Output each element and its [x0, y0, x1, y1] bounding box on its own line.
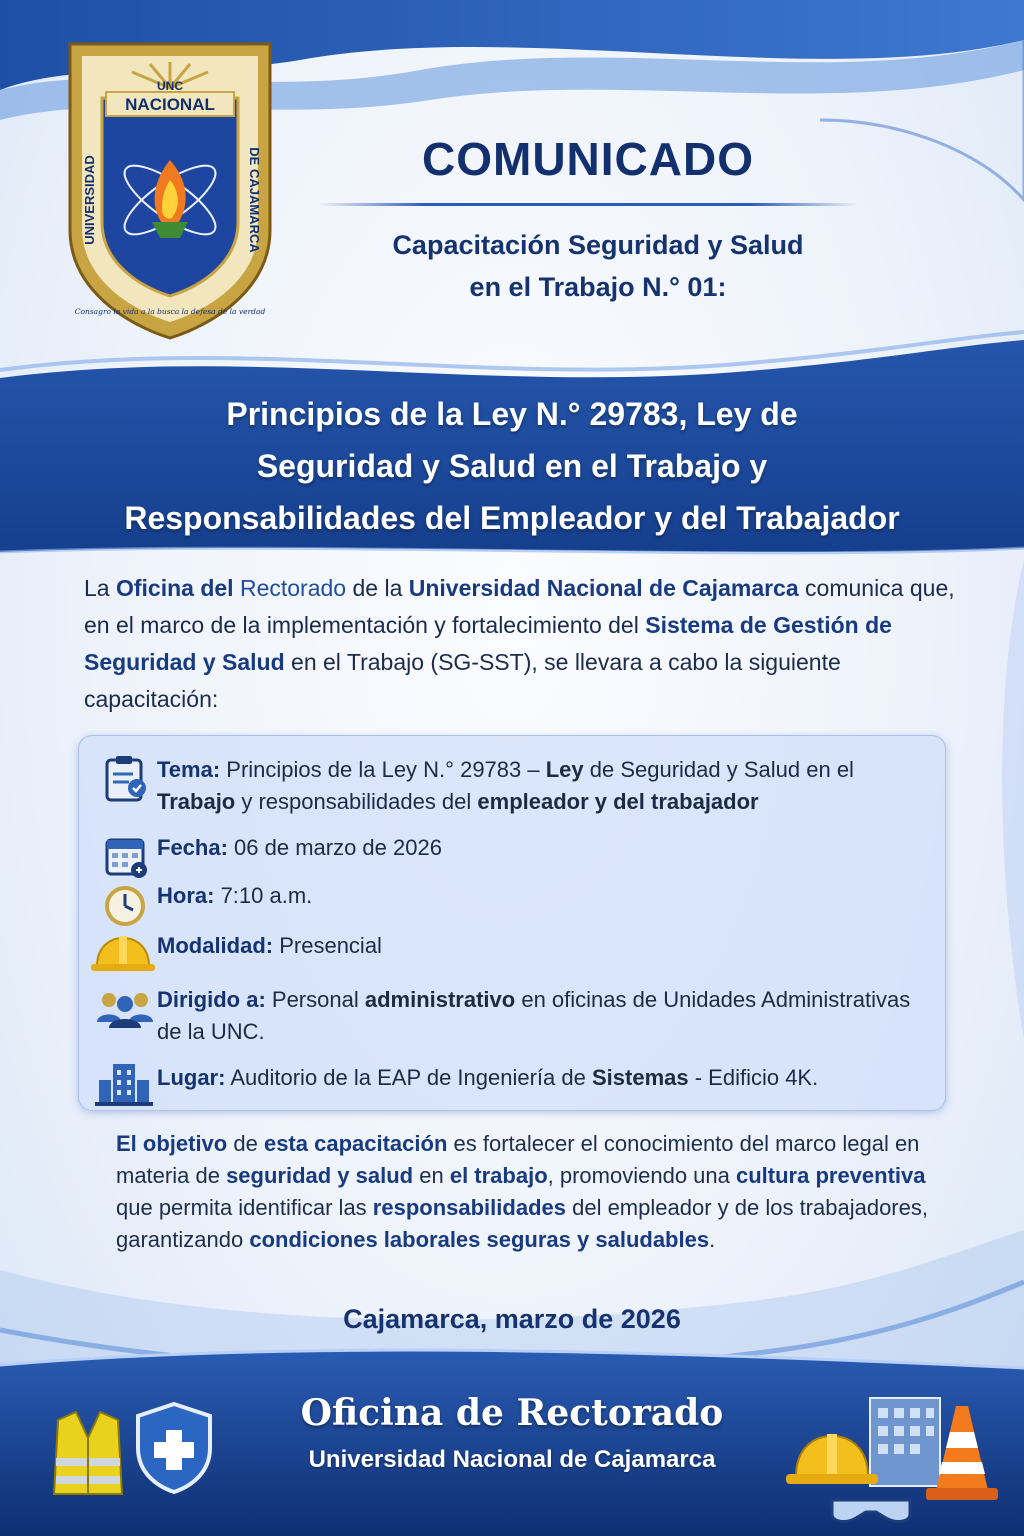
lugar-text	[157, 1062, 937, 1094]
objective-text: .	[709, 1227, 716, 1252]
lugar-label: Lugar:	[157, 1065, 226, 1090]
tema-value: y responsabilidades del	[235, 789, 478, 814]
tema-value: de Seguridad y Salud en el	[583, 757, 854, 782]
objective-bold: el trabajo	[449, 1163, 548, 1188]
lugar-value: Sistemas	[591, 1065, 689, 1090]
subtitle-line-1: Capacitación Seguridad y Salud	[392, 230, 804, 260]
banner-line-3: Responsabilidades del Empleador y del Trabajador	[124, 500, 900, 536]
banner-line-1: Principios de la Ley N.° 29783, Ley de	[226, 396, 798, 432]
objective-text: en	[413, 1163, 450, 1188]
dateline: Cajamarca, marzo de 2026	[343, 1304, 681, 1334]
calendar-icon	[101, 832, 153, 882]
topic-banner	[40, 388, 984, 544]
objective-bold: responsabilidades	[372, 1195, 566, 1220]
tema-value: empleador y del trabajador	[477, 789, 759, 814]
banner-line-2: Seguridad y Salud en el Trabajo y	[256, 448, 768, 484]
traffic-cone-icon	[922, 1402, 1002, 1504]
clipboard-icon	[101, 754, 153, 804]
objective-bold: cultura preventiva	[735, 1163, 926, 1188]
intro-text: en el Trabajo (SG-SST), se llevara a cabo la siguiente capacitación:	[84, 649, 841, 712]
dirigido-value: en oficinas de Unidades Administrativas de la UNC.	[157, 987, 911, 1044]
hardhat-icon	[782, 1428, 882, 1494]
objective-bold: seguridad y salud	[226, 1163, 414, 1188]
objective-text: es fortalecer el conocimiento del marco legal en materia de	[116, 1131, 920, 1188]
goggles-icon	[826, 1488, 916, 1528]
crest-right-text: DE CAJAMARCA	[247, 147, 262, 253]
university-crest	[62, 40, 278, 340]
fecha-text	[157, 832, 937, 864]
modalidad-text	[157, 930, 937, 962]
tema-value: Trabajo	[157, 789, 236, 814]
footer-title: Oficina de Rectorado	[300, 1392, 724, 1434]
lugar-value: - Edificio 4K.	[688, 1065, 819, 1090]
modalidad-value: Presencial	[273, 933, 382, 958]
clock-icon	[101, 880, 153, 930]
dirigido-value: administrativo	[364, 987, 516, 1012]
intro-bold: Oficina del	[115, 575, 234, 601]
intro-university: Universidad Nacional de Cajamarca	[408, 575, 799, 601]
tema-value: Principios de la Ley N.° 29783 –	[220, 757, 546, 782]
fecha-value: 06 de marzo de 2026	[227, 835, 442, 860]
objective-bold: esta capacitación	[263, 1131, 448, 1156]
intro-text: La	[84, 575, 116, 601]
crest-left-text: UNIVERSIDAD	[82, 155, 97, 245]
hora-label: Hora:	[157, 883, 215, 908]
lugar-value: Auditorio de la EAP de Ingeniería de	[225, 1065, 592, 1090]
shield-cross-icon	[132, 1400, 216, 1496]
intro-text: de la	[346, 575, 409, 601]
hora-value: 7:10 a.m.	[214, 883, 313, 908]
tema-label: Tema:	[157, 757, 221, 782]
hora-text	[157, 880, 937, 912]
tema-text	[157, 754, 937, 818]
footer-subtitle: Universidad Nacional de Cajamarca	[308, 1446, 716, 1473]
safety-vest-icon	[48, 1408, 128, 1498]
crest-motto: Consagro la vida a la busca la defesa de la verdad	[74, 307, 266, 316]
page-title: COMUNICADO	[422, 133, 754, 185]
title-divider	[318, 203, 858, 206]
subtitle-line-2: en el Trabajo N.° 01:	[469, 272, 727, 302]
objective-bold: condiciones laborales seguras y saludables	[249, 1227, 710, 1252]
building-icon	[93, 1058, 155, 1108]
intro-system: Sistema de Gestión de Seguridad y Salud	[84, 612, 892, 675]
people-icon	[95, 984, 155, 1034]
dirigido-value: Personal	[265, 987, 365, 1012]
objective-text: del empleador y de los trabajadores, garantizando	[116, 1195, 928, 1252]
tema-value: Ley	[545, 757, 584, 782]
dirigido-text	[157, 984, 937, 1048]
intro-paragraph	[84, 570, 964, 718]
intro-highlight: Rectorado	[233, 575, 347, 601]
crest-banner-text: NACIONAL	[125, 95, 215, 114]
fecha-label: Fecha:	[157, 835, 228, 860]
objective-text: que permita identificar las	[116, 1195, 373, 1220]
hardhat-icon	[87, 930, 157, 980]
intro-text: comunica que, en el marco de la implementación y fortalecimiento del	[84, 575, 955, 638]
crest-top-text: UNC	[157, 79, 183, 93]
objective-text: de	[227, 1131, 264, 1156]
objective-paragraph	[116, 1128, 966, 1256]
details-box	[78, 735, 946, 1111]
page-subtitle	[318, 224, 878, 308]
modalidad-label: Modalidad:	[157, 933, 274, 958]
dirigido-label: Dirigido a:	[157, 987, 266, 1012]
objective-bold: El objetivo	[116, 1131, 228, 1156]
objective-text: , promoviendo una	[547, 1163, 736, 1188]
